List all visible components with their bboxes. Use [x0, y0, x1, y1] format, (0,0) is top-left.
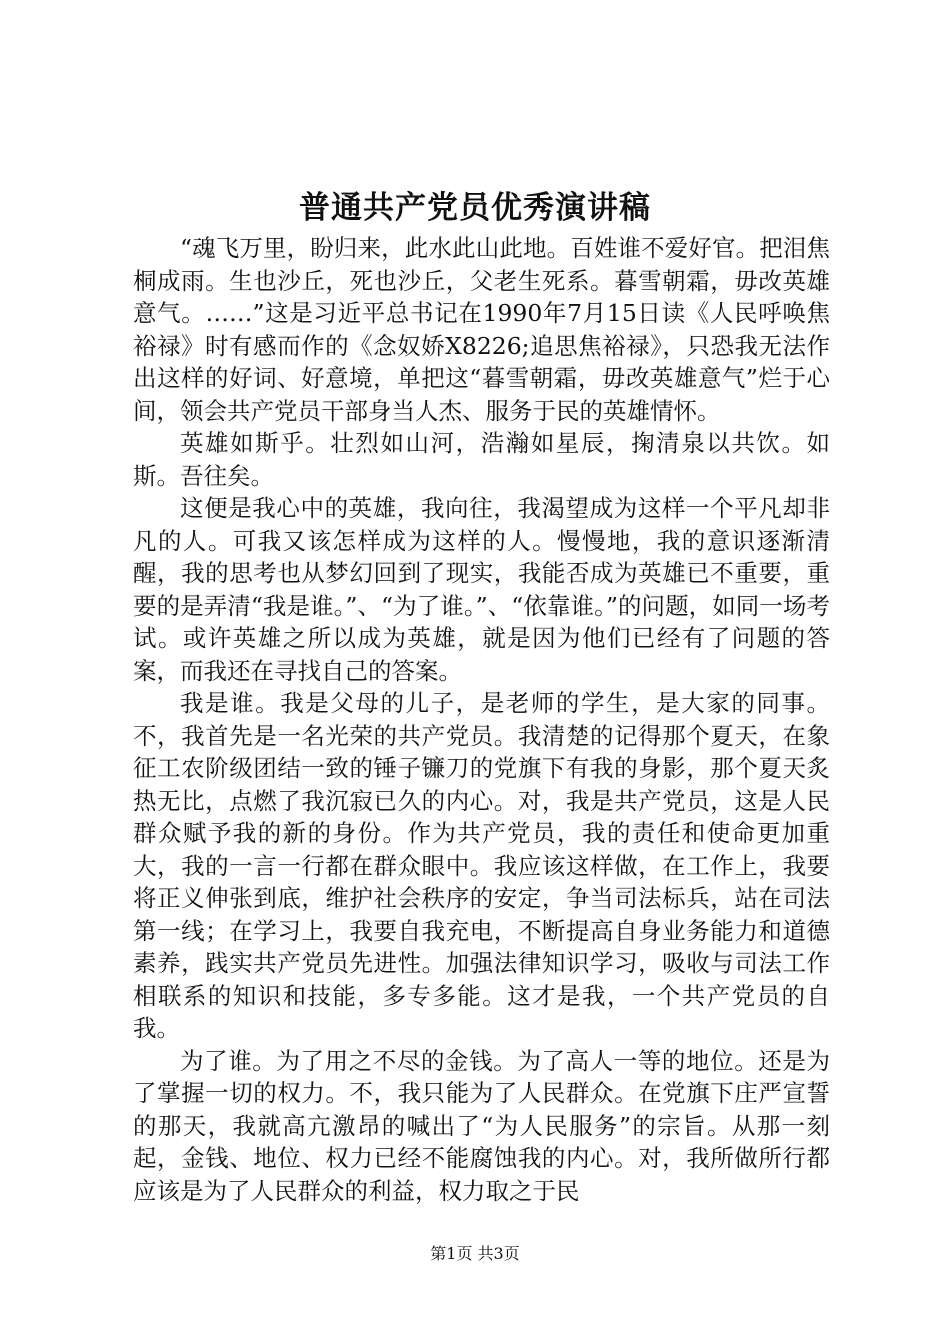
document-title: 普通共产党员优秀演讲稿 [299, 190, 651, 226]
paragraph: 我是谁。我是父母的儿子，是老师的学生，是大家的同事。不，我首先是一名光荣的共产党员。我清楚的记得那个夏天，在象征工农阶级团结一致的锤子镰刀的党旗下有我的身影，那个夏天炙热无比，点燃了我沉寂已久的内心。对，我是共产党员，这是人民群众赋予我的新的身份。作为共产党员，我的责任和使命更加重大，我的一言一行都在群众眼中。我应该这样做，在工作上，我要将正义伸张到底，维护社会秩序的安定，争当司法标兵，站在司法第一线；在学习上，我要自我充电，不断提高自身业务能力和道德素养，践实共产党员先进性。加强法律知识学习，吸收与司法工作相联系的知识和技能，多专多能。这才是我，一个共产党员的自我。 [133, 689, 830, 1042]
paragraph: 英雄如斯乎。壮烈如山河，浩瀚如星辰，掬清泉以共饮。如斯。吾往矣。 [133, 429, 830, 490]
paragraph: 这便是我心中的英雄，我向往，我渴望成为这样一个平凡却非凡的人。可我又该怎样成为这样的人。慢慢地，我的意识逐渐清醒，我的思考也从梦幻回到了现实，我能否成为英雄已不重要，重要的是弄清“我是谁。”、“为了谁。”、“依靠谁。”的问题，如同一场考试。或许英雄之所以成为英雄，就是因为他们已经有了问题的答案，而我还在寻找自己的答案。 [133, 494, 830, 685]
paragraph: “魂飞万里，盼归来，此水此山此地。百姓谁不爱好官。把泪焦桐成雨。生也沙丘，死也沙丘，父老生死系。暮雪朝霜，毋改英雄意气。……”这是习近平总书记在1990年7月15日读《人民呼唤焦裕禄》时有感而作的《念奴娇X8226;追思焦裕禄》，只恐我无法作出这样的好词、好意境，单把这“暮雪朝霜，毋改英雄意气”烂于心间，领会共产党员干部身当人杰、服务于民的英雄情怀。 [133, 234, 830, 425]
page-number-footer: 第1页 共3页 [430, 1244, 520, 1263]
paragraph: 为了谁。为了用之不尽的金钱。为了高人一等的地位。还是为了掌握一切的权力。不，我只能为了人民群众。在党旗下庄严宣誓的那天，我就高亢激昂的喊出了“为人民服务”的宗旨。从那一刻起，金钱、地位、权力已经不能腐蚀我的内心。对，我所做所行都应该是为了人民群众的利益，权力取之于民 [133, 1046, 830, 1205]
document-body [133, 232, 830, 1207]
